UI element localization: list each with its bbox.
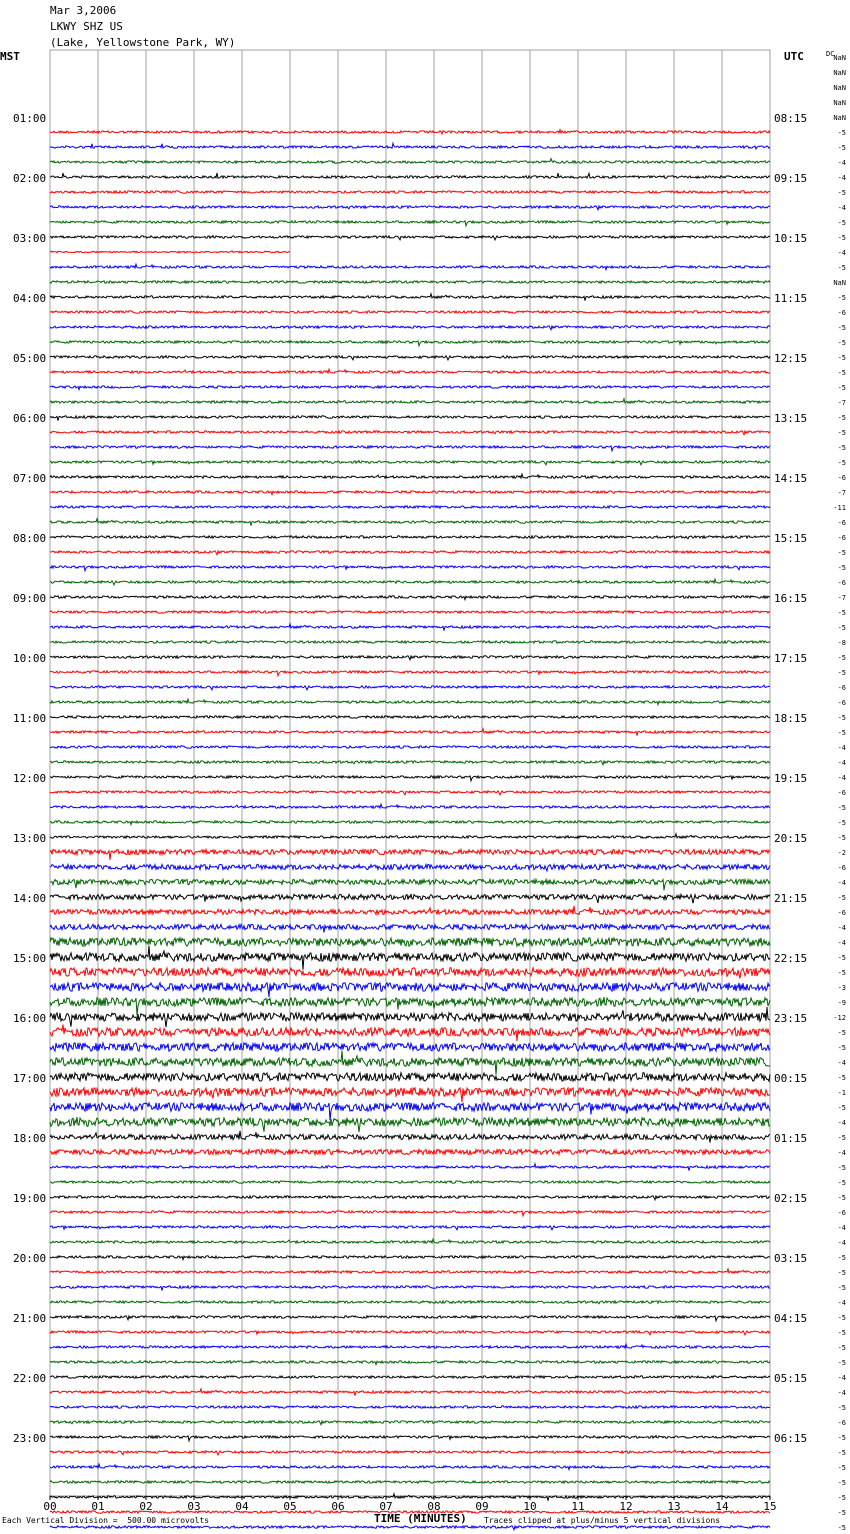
seismic-trace (50, 804, 770, 808)
dc-offset-label: -11 (833, 504, 846, 512)
dc-offset-label: -5 (837, 1284, 846, 1292)
left-hour-label: 18:00 (13, 1132, 47, 1145)
seismic-trace (50, 1073, 770, 1081)
x-tick-label: 15 (763, 1500, 777, 1513)
seismic-trace (50, 1131, 770, 1143)
x-tick-label: 12 (619, 1500, 633, 1513)
right-hour-label: 15:15 (774, 532, 808, 545)
seismic-trace (50, 1211, 770, 1216)
dc-offset-label: -5 (837, 1179, 846, 1187)
dc-offset-label: -4 (837, 159, 846, 167)
dc-offset-label: -5 (837, 1524, 846, 1532)
dc-offset-label: -5 (837, 219, 846, 227)
seismic-trace (50, 1164, 770, 1171)
right-hour-label: 21:15 (774, 892, 808, 905)
seismic-trace (50, 326, 770, 330)
x-tick-label: 04 (235, 1500, 249, 1513)
right-hour-labels (774, 112, 807, 1445)
dc-offset-label: -6 (837, 789, 846, 797)
dc-offset-label: -5 (837, 264, 846, 272)
right-hour-label: 09:15 (774, 172, 808, 185)
seismic-trace (50, 906, 770, 915)
left-hour-label: 06:00 (13, 412, 47, 425)
x-tick-label: 09 (475, 1500, 489, 1513)
dc-offset-label: -5 (837, 549, 846, 557)
seismic-trace (50, 924, 770, 932)
left-hour-label: 02:00 (13, 172, 47, 185)
dc-offset-label: -12 (833, 1014, 846, 1022)
seismic-trace (50, 1436, 770, 1441)
left-hour-label: 22:00 (13, 1372, 47, 1385)
dc-offset-label: -4 (837, 1389, 846, 1397)
left-hour-label: 08:00 (13, 532, 47, 545)
seismic-trace (50, 894, 770, 903)
dc-offset-label: -6 (837, 579, 846, 587)
seismic-trace (50, 1149, 770, 1154)
left-hour-label: 13:00 (13, 832, 47, 845)
right-hour-label: 23:15 (774, 1012, 808, 1025)
footer-clip-note: Traces clipped at plus/minus 5 vertical divisions (484, 1516, 721, 1525)
x-tick-label: 10 (523, 1500, 537, 1513)
dc-offset-label: -5 (837, 324, 846, 332)
dc-offset-label: -5 (837, 1359, 846, 1367)
right-hour-label: 01:15 (774, 1132, 808, 1145)
dc-offset-label: -5 (837, 354, 846, 362)
dc-offset-label: -5 (837, 1134, 846, 1142)
right-timezone-label: UTC (784, 50, 804, 63)
dc-offset-label: -5 (837, 564, 846, 572)
dc-offset-label: -4 (837, 1239, 846, 1247)
dc-offset-label: -5 (837, 1494, 846, 1502)
right-hour-label: 08:15 (774, 112, 808, 125)
seismic-trace (50, 191, 770, 193)
right-hour-label: 16:15 (774, 592, 808, 605)
dc-offset-label: -6 (837, 684, 846, 692)
dc-offset-label: -5 (837, 384, 846, 392)
dc-offset-label: -4 (837, 249, 846, 257)
footer-scale-note: Each Vertical Division = 500.00 microvolts (2, 1516, 210, 1525)
right-hour-label: 18:15 (774, 712, 808, 725)
right-hour-label: 13:15 (774, 412, 808, 425)
dc-offset-label: -4 (837, 879, 846, 887)
x-tick-label: 01 (91, 1500, 105, 1513)
left-hour-label: 15:00 (13, 952, 47, 965)
right-hour-label: 00:15 (774, 1072, 808, 1085)
seismic-trace (50, 685, 770, 690)
seismic-trace (50, 746, 770, 748)
seismic-trace (50, 1226, 770, 1230)
dc-offset-label: -5 (837, 1329, 846, 1337)
dc-offset-label: -5 (837, 1509, 846, 1517)
dc-offset-label: -6 (837, 909, 846, 917)
dc-offset-label: -5 (837, 894, 846, 902)
seismic-trace (50, 1344, 770, 1348)
seismic-trace (50, 294, 770, 301)
dc-offset-label: -5 (837, 1404, 846, 1412)
seismic-trace (50, 1043, 770, 1051)
dc-offset-label: -4 (837, 1374, 846, 1382)
dc-offset-label: NaN (833, 99, 846, 107)
x-tick-label: 02 (139, 1500, 153, 1513)
seismic-trace (50, 206, 770, 210)
dc-offset-label: NaN (833, 84, 846, 92)
dc-offset-label: -6 (837, 474, 846, 482)
dc-offset-label: -4 (837, 1119, 846, 1127)
dc-offset-label: -5 (837, 1434, 846, 1442)
seismic-trace (50, 1286, 770, 1291)
seismic-trace (50, 399, 770, 403)
dc-offset-label: -2 (837, 849, 846, 857)
right-hour-label: 20:15 (774, 832, 808, 845)
dc-offset-label: -5 (837, 1344, 846, 1352)
dc-offset-label: -5 (837, 624, 846, 632)
left-hour-label: 01:00 (13, 112, 47, 125)
seismic-trace (50, 1361, 770, 1365)
dc-offset-label: -6 (837, 1209, 846, 1217)
right-hour-label: 04:15 (774, 1312, 808, 1325)
dc-column-label: DC (826, 50, 835, 58)
seismic-trace (50, 1464, 770, 1469)
dc-offset-label: -5 (837, 1269, 846, 1277)
dc-offset-label: -5 (837, 969, 846, 977)
dc-offset-label: -4 (837, 744, 846, 752)
seismic-trace (50, 946, 770, 970)
seismic-trace (50, 474, 770, 478)
seismic-trace (50, 1389, 770, 1396)
dc-offset-label: -5 (837, 129, 846, 137)
dc-offset-label: -8 (837, 639, 846, 647)
x-tick-label: 11 (571, 1500, 585, 1513)
seismic-trace (50, 519, 770, 526)
dc-offset-label: -5 (837, 1074, 846, 1082)
dc-offset-label: -5 (837, 954, 846, 962)
seismic-trace (50, 386, 770, 390)
right-hour-label: 17:15 (774, 652, 808, 665)
dc-offset-label: -5 (837, 1479, 846, 1487)
seismic-trace (50, 1406, 770, 1408)
seismic-trace (50, 983, 770, 997)
dc-offset-label: -1 (837, 1089, 846, 1097)
dc-offset-label: -7 (837, 489, 846, 497)
seismic-trace (50, 849, 770, 859)
seismic-trace (50, 834, 770, 838)
dc-offset-label: -6 (837, 534, 846, 542)
left-hour-label: 12:00 (13, 772, 47, 785)
seismic-trace (50, 1450, 770, 1455)
seismic-trace (50, 1117, 770, 1132)
seismic-trace (50, 369, 770, 373)
seismic-trace (50, 341, 770, 346)
seismic-trace (50, 1526, 770, 1530)
dc-offset-label: -5 (837, 414, 846, 422)
x-tick-label: 14 (715, 1500, 729, 1513)
seismic-trace (50, 356, 770, 360)
seismic-trace (50, 446, 770, 451)
dc-offset-label: -4 (837, 774, 846, 782)
seismic-trace (50, 776, 770, 781)
left-hour-labels (13, 112, 46, 1445)
right-hour-label: 19:15 (774, 772, 808, 785)
seismic-trace (50, 1196, 770, 1200)
dc-offset-label: -4 (837, 204, 846, 212)
seismic-trace (50, 416, 770, 421)
left-hour-label: 16:00 (13, 1012, 47, 1025)
seismic-trace (50, 143, 770, 149)
dc-offset-label: -5 (837, 729, 846, 737)
seismic-trace (50, 1494, 770, 1501)
dc-offset-label: -4 (837, 759, 846, 767)
dc-offset-label: -5 (837, 444, 846, 452)
left-hour-label: 17:00 (13, 1072, 47, 1085)
dc-offset-label: NaN (833, 279, 846, 287)
header-station: LKWY SHZ US (50, 20, 123, 33)
dc-offset-label: -4 (837, 1299, 846, 1307)
right-hour-label: 06:15 (774, 1432, 808, 1445)
seismic-trace (50, 1007, 770, 1027)
dc-offset-label: -5 (837, 1194, 846, 1202)
x-axis-ticks (43, 1496, 776, 1513)
dc-offset-label: NaN (833, 54, 846, 62)
dc-offset-label: -4 (837, 1149, 846, 1157)
x-tick-label: 05 (283, 1500, 297, 1513)
dc-offset-label: -7 (837, 399, 846, 407)
seismic-trace (50, 1316, 770, 1321)
seismic-trace (50, 506, 770, 508)
seismic-trace (50, 566, 770, 571)
right-hour-label: 11:15 (774, 292, 808, 305)
dc-offset-label: -6 (837, 309, 846, 317)
dc-offset-label: -3 (837, 984, 846, 992)
dc-offset-label: -5 (837, 144, 846, 152)
seismic-trace (50, 159, 770, 164)
seismic-trace (50, 641, 770, 643)
x-tick-label: 13 (667, 1500, 681, 1513)
left-hour-label: 04:00 (13, 292, 47, 305)
x-tick-label: 07 (379, 1500, 393, 1513)
right-hour-label: 05:15 (774, 1372, 808, 1385)
left-hour-label: 09:00 (13, 592, 47, 605)
dc-offset-label: -5 (837, 669, 846, 677)
x-tick-label: 03 (187, 1500, 201, 1513)
dc-offset-label: -4 (837, 924, 846, 932)
left-hour-label: 05:00 (13, 352, 47, 365)
seismic-trace (50, 729, 770, 736)
seismic-trace (50, 130, 770, 134)
header-date: Mar 3,2006 (50, 4, 117, 17)
seismic-trace (50, 624, 770, 631)
left-timezone-label: MST (0, 50, 20, 63)
right-hour-label: 10:15 (774, 232, 808, 245)
seismic-trace (50, 1481, 770, 1483)
dc-offset-label: -6 (837, 1419, 846, 1427)
seismic-trace (50, 997, 770, 1015)
seismic-trace (50, 1301, 770, 1304)
dc-offset-label: -6 (837, 699, 846, 707)
x-tick-label: 00 (43, 1500, 57, 1513)
seismic-trace (50, 536, 770, 539)
seismic-trace (50, 1269, 770, 1273)
left-hour-label: 20:00 (13, 1252, 47, 1265)
seismic-trace (50, 1421, 770, 1425)
seismic-trace (50, 579, 770, 585)
dc-offset-label: -5 (837, 1314, 846, 1322)
dc-offset-label: -7 (837, 594, 846, 602)
left-hour-label: 21:00 (13, 1312, 47, 1325)
dc-offset-label: -5 (837, 804, 846, 812)
seismic-trace (50, 1256, 770, 1260)
dc-offset-label: -5 (837, 1029, 846, 1037)
seismic-trace (50, 596, 770, 600)
seismic-trace (50, 938, 770, 946)
right-hour-label: 14:15 (774, 472, 808, 485)
seismic-trace (50, 1051, 770, 1075)
x-tick-label: 08 (427, 1500, 441, 1513)
dc-offset-label: -6 (837, 864, 846, 872)
seismic-trace (50, 656, 770, 660)
seismic-trace (50, 1025, 770, 1042)
x-tick-label: 06 (331, 1500, 345, 1513)
seismic-trace (50, 264, 770, 269)
dc-offset-label: -5 (837, 1164, 846, 1172)
seismic-trace (50, 791, 770, 795)
right-hour-label: 02:15 (774, 1192, 808, 1205)
left-hour-label: 11:00 (13, 712, 47, 725)
header-location: (Lake, Yellowstone Park, WY) (50, 36, 236, 49)
dc-offset-label: -5 (837, 339, 846, 347)
seismic-trace (50, 281, 770, 283)
dc-offset-label: -5 (837, 294, 846, 302)
dc-offset-label: -5 (837, 1449, 846, 1457)
dc-offset-label: -5 (837, 429, 846, 437)
seismic-trace (50, 716, 770, 718)
left-hour-label: 03:00 (13, 232, 47, 245)
left-hour-label: 07:00 (13, 472, 47, 485)
seismic-trace (50, 968, 770, 979)
seismic-trace (50, 699, 770, 704)
seismic-trace (50, 251, 290, 253)
seismic-trace (50, 431, 770, 435)
dc-offset-label: -5 (837, 459, 846, 467)
dc-offset-labels (833, 54, 846, 1534)
seismic-trace (50, 1376, 770, 1378)
dc-offset-label: -5 (837, 234, 846, 242)
dc-offset-label: -4 (837, 1224, 846, 1232)
seismic-trace (50, 671, 770, 676)
dc-offset-label: -5 (837, 1044, 846, 1052)
seismic-trace (50, 1181, 770, 1183)
seismic-trace (50, 879, 770, 890)
x-axis-title: TIME (MINUTES) (374, 1512, 467, 1525)
left-hour-label: 19:00 (13, 1192, 47, 1205)
seismic-trace (50, 821, 770, 825)
dc-offset-label: -4 (837, 1059, 846, 1067)
dc-offset-label: -4 (837, 174, 846, 182)
seismic-trace (50, 1088, 770, 1102)
dc-offset-label: -5 (837, 834, 846, 842)
seismic-trace (50, 1239, 770, 1243)
right-hour-label: 22:15 (774, 952, 808, 965)
dc-offset-label: -5 (837, 609, 846, 617)
dc-offset-label: -5 (837, 654, 846, 662)
seismic-trace (50, 311, 770, 313)
dc-offset-label: NaN (833, 114, 846, 122)
dc-offset-label: -5 (837, 369, 846, 377)
seismic-trace (50, 1331, 770, 1335)
left-hour-label: 14:00 (13, 892, 47, 905)
seismic-traces (50, 130, 770, 1534)
dc-offset-label: -4 (837, 939, 846, 947)
seismic-trace (50, 491, 770, 495)
dc-offset-label: -5 (837, 1104, 846, 1112)
seismic-trace (50, 236, 770, 240)
dc-offset-label: -9 (837, 999, 846, 1007)
right-hour-label: 03:15 (774, 1252, 808, 1265)
seismic-trace (50, 461, 770, 465)
left-hour-label: 23:00 (13, 1432, 47, 1445)
seismic-trace (50, 611, 770, 613)
seismic-trace (50, 864, 770, 871)
left-hour-label: 10:00 (13, 652, 47, 665)
seismic-trace (50, 761, 770, 765)
dc-offset-label: -5 (837, 1254, 846, 1262)
dc-offset-label: -5 (837, 189, 846, 197)
seismic-trace (50, 551, 770, 555)
dc-offset-label: -5 (837, 1464, 846, 1472)
dc-offset-label: -5 (837, 819, 846, 827)
dc-offset-label: -6 (837, 519, 846, 527)
seismic-trace (50, 173, 770, 178)
dc-offset-label: NaN (833, 69, 846, 77)
dc-offset-label: -5 (837, 714, 846, 722)
seismic-trace (50, 221, 770, 226)
right-hour-label: 12:15 (774, 352, 808, 365)
